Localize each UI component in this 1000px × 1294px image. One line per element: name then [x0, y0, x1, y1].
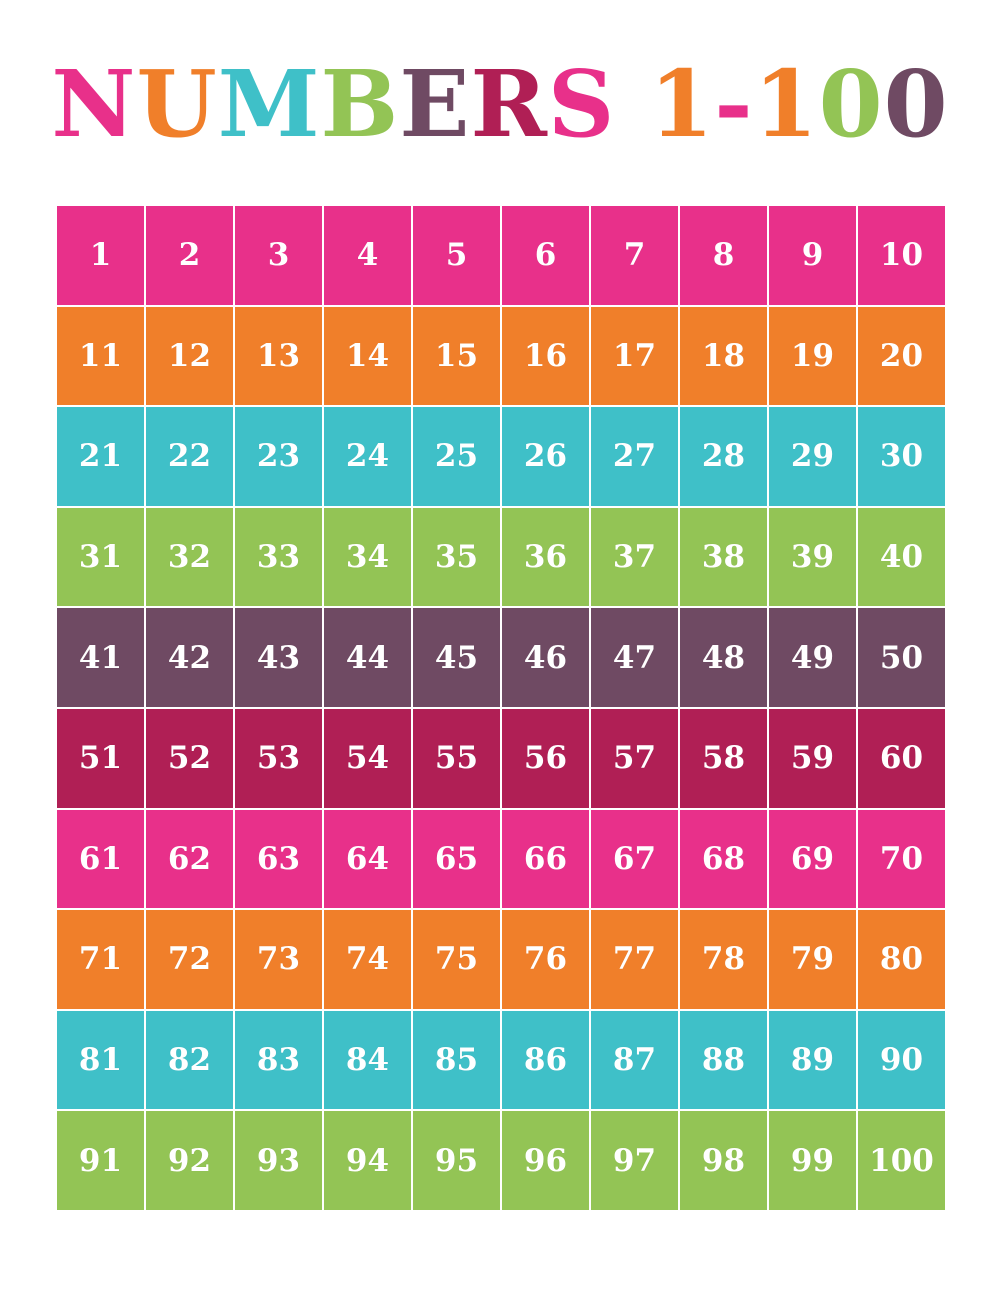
number-cell: 11 [56, 306, 145, 407]
number-grid-row [56, 1010, 946, 1111]
number-cell: 50 [857, 607, 946, 708]
number-grid-row [56, 507, 946, 608]
number-cell: 41 [56, 607, 145, 708]
number-cell: 46 [501, 607, 590, 708]
number-cell: 8 [679, 205, 768, 306]
number-cell: 82 [145, 1010, 234, 1111]
number-cell: 45 [412, 607, 501, 708]
number-cell: 58 [679, 708, 768, 809]
number-cell: 36 [501, 507, 590, 608]
number-grid [55, 204, 945, 1210]
number-cell: 76 [501, 909, 590, 1010]
number-cell: 38 [679, 507, 768, 608]
number-cell: 33 [234, 507, 323, 608]
number-cell: 40 [857, 507, 946, 608]
number-cell: 51 [56, 708, 145, 809]
number-cell: 9 [768, 205, 857, 306]
number-cell: 13 [234, 306, 323, 407]
number-cell: 73 [234, 909, 323, 1010]
number-cell: 10 [857, 205, 946, 306]
number-cell: 42 [145, 607, 234, 708]
number-cell: 22 [145, 406, 234, 507]
number-cell: 48 [679, 607, 768, 708]
number-grid-row [56, 607, 946, 708]
number-cell: 85 [412, 1010, 501, 1111]
number-cell: 18 [679, 306, 768, 407]
number-cell: 23 [234, 406, 323, 507]
number-cell: 35 [412, 507, 501, 608]
number-cell: 34 [323, 507, 412, 608]
number-cell: 65 [412, 809, 501, 910]
number-cell: 84 [323, 1010, 412, 1111]
number-cell: 1 [56, 205, 145, 306]
number-cell: 98 [679, 1110, 768, 1211]
number-cell: 60 [857, 708, 946, 809]
number-grid-row [56, 406, 946, 507]
number-grid-row [56, 1110, 946, 1211]
number-cell: 71 [56, 909, 145, 1010]
number-cell: 88 [679, 1010, 768, 1111]
number-cell: 68 [679, 809, 768, 910]
number-cell: 89 [768, 1010, 857, 1111]
title-letter: 1 [649, 50, 715, 158]
number-cell: 59 [768, 708, 857, 809]
number-cell: 53 [234, 708, 323, 809]
title-letter: 1 [753, 50, 819, 158]
number-cell: 100 [857, 1110, 946, 1211]
number-cell: 24 [323, 406, 412, 507]
number-cell: 3 [234, 205, 323, 306]
number-cell: 67 [590, 809, 679, 910]
title-letter: - [714, 50, 754, 158]
number-cell: 6 [501, 205, 590, 306]
title-letter: 0 [818, 50, 884, 158]
number-cell: 30 [857, 406, 946, 507]
number-cell: 47 [590, 607, 679, 708]
number-cell: 57 [590, 708, 679, 809]
number-cell: 52 [145, 708, 234, 809]
number-cell: 61 [56, 809, 145, 910]
number-cell: 12 [145, 306, 234, 407]
number-grid-row [56, 809, 946, 910]
number-cell: 86 [501, 1010, 590, 1111]
number-grid-row [56, 205, 946, 306]
number-cell: 25 [412, 406, 501, 507]
number-cell: 14 [323, 306, 412, 407]
number-cell: 90 [857, 1010, 946, 1111]
number-grid-table [55, 204, 947, 1212]
number-cell: 62 [145, 809, 234, 910]
number-cell: 43 [234, 607, 323, 708]
number-grid-row [56, 909, 946, 1010]
number-cell: 44 [323, 607, 412, 708]
number-cell: 83 [234, 1010, 323, 1111]
title-letter: R [470, 50, 548, 158]
number-cell: 79 [768, 909, 857, 1010]
number-cell: 37 [590, 507, 679, 608]
title-letter: B [320, 50, 400, 158]
number-cell: 4 [323, 205, 412, 306]
number-cell: 21 [56, 406, 145, 507]
number-grid-row [56, 306, 946, 407]
number-cell: 91 [56, 1110, 145, 1211]
number-grid-row [56, 708, 946, 809]
number-cell: 31 [56, 507, 145, 608]
number-cell: 54 [323, 708, 412, 809]
number-cell: 39 [768, 507, 857, 608]
number-cell: 70 [857, 809, 946, 910]
number-cell: 69 [768, 809, 857, 910]
number-cell: 95 [412, 1110, 501, 1211]
number-cell: 28 [679, 406, 768, 507]
number-cell: 26 [501, 406, 590, 507]
title-letter: 0 [883, 50, 949, 158]
number-cell: 16 [501, 306, 590, 407]
number-cell: 81 [56, 1010, 145, 1111]
page-title [0, 52, 1000, 156]
number-cell: 92 [145, 1110, 234, 1211]
number-cell: 56 [501, 708, 590, 809]
number-cell: 93 [234, 1110, 323, 1211]
number-cell: 74 [323, 909, 412, 1010]
title-letter: U [136, 50, 218, 158]
number-cell: 78 [679, 909, 768, 1010]
number-cell: 99 [768, 1110, 857, 1211]
number-cell: 63 [234, 809, 323, 910]
title-letter: E [399, 50, 471, 158]
number-cell: 15 [412, 306, 501, 407]
number-cell: 19 [768, 306, 857, 407]
number-cell: 66 [501, 809, 590, 910]
number-cell: 72 [145, 909, 234, 1010]
number-cell: 94 [323, 1110, 412, 1211]
title-letter: M [217, 50, 321, 158]
number-cell: 2 [145, 205, 234, 306]
title-letter: N [51, 50, 137, 158]
number-cell: 32 [145, 507, 234, 608]
number-cell: 20 [857, 306, 946, 407]
number-cell: 80 [857, 909, 946, 1010]
title-letter: S [547, 50, 616, 158]
number-cell: 96 [501, 1110, 590, 1211]
number-cell: 64 [323, 809, 412, 910]
number-cell: 75 [412, 909, 501, 1010]
number-cell: 55 [412, 708, 501, 809]
number-cell: 7 [590, 205, 679, 306]
number-cell: 29 [768, 406, 857, 507]
number-cell: 87 [590, 1010, 679, 1111]
number-cell: 27 [590, 406, 679, 507]
number-cell: 49 [768, 607, 857, 708]
number-cell: 97 [590, 1110, 679, 1211]
number-cell: 17 [590, 306, 679, 407]
number-cell: 77 [590, 909, 679, 1010]
number-cell: 5 [412, 205, 501, 306]
